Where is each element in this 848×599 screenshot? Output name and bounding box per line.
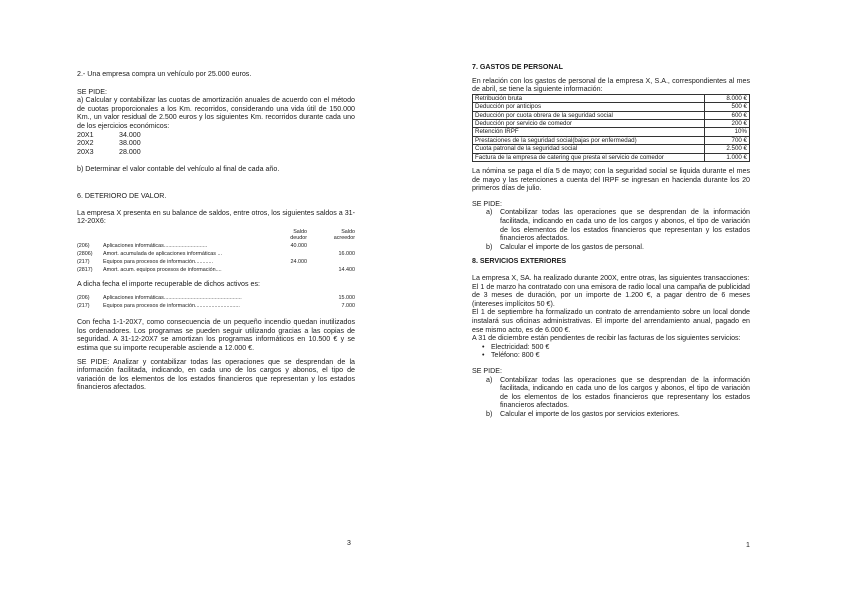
list-item: b) Calcular el importe de los gastos por servicios exteriores. bbox=[486, 409, 680, 418]
list-item: a) Contabilizar todas las operaciones que se desprendan de la información facilitada, indicando en cada uno de los cargos y abonos, el tipo de variación de los elementos de los estados financieros que representan y los estados financieros afectados. bbox=[486, 208, 750, 243]
recoverable-intro: A dicha fecha el importe recuperable de dichos activos es: bbox=[77, 279, 260, 288]
page-number: 3 bbox=[347, 540, 351, 547]
section-8-p3: A 31 de diciembre están pendientes de recibir las facturas de los siguientes servicios: bbox=[472, 334, 741, 343]
km-year-row: 20X2 38.000 bbox=[77, 139, 141, 148]
q2-part-b: b) Determinar el valor contable del vehículo al final de cada año. bbox=[77, 165, 280, 174]
ledger-header: Saldo Saldo deudor acreedor bbox=[290, 228, 355, 242]
section-6-title: 6. DETERIORO DE VALOR. bbox=[77, 191, 167, 200]
table-row: Deducción por anticipos 500 € bbox=[473, 103, 750, 111]
q2-se-pide: SE PIDE: bbox=[77, 87, 107, 96]
bullet-icon: • bbox=[482, 351, 485, 360]
section-6-se-pide: SE PIDE: Analizar y contabilizar todas las operaciones que se desprendan de la información facilitada, indicando, en cada uno de los cargos y abonos, el tipo de variación de los elementos de los estados financieros que representan y los estados financieros afectados. bbox=[77, 357, 355, 392]
bullet-icon: • bbox=[482, 342, 485, 351]
list-item: • Electricidad: 500 € bbox=[482, 342, 550, 351]
section-6-intro: La empresa X presenta en su balance de saldos, entre otros, los siguientes saldos a 31-12-20X6: bbox=[77, 208, 355, 226]
list-item: • Teléfono: 800 € bbox=[482, 351, 540, 360]
payroll-table bbox=[472, 94, 750, 162]
page-number: 1 bbox=[746, 542, 750, 549]
km-year-row: 20X1 34.000 bbox=[77, 130, 141, 139]
balance-ledger: (206) Aplicaciones informáticas............................. 40.000 (2806) Amort. acumulada de aplicaciones informáticas ... 16.000 (217) Equipos para procesos de información............ 24.000 (2817) Amort. acum. equipos procesos de información.... 14.400 bbox=[77, 242, 355, 273]
section-8-se-pide: SE PIDE: bbox=[472, 366, 502, 375]
right-column bbox=[472, 63, 750, 418]
left-column bbox=[77, 70, 355, 392]
recoverable-ledger: (206) Aplicaciones informáticas.................................................... 15.000 (217) Equipos para procesos de información.............................. 7.000 bbox=[77, 295, 355, 310]
q2-part-a: a) Calcular y contabilizar las cuotas de amortización anuales de acuerdo con el método de cuotas proporcionales a los Km. recorridos, considerando una vida útil de 150.000 Km., un valor residual de 2.500 euros y los siguientes Km. recorridos durante cada uno de los ejercicios económicos: bbox=[77, 96, 355, 130]
section-6-body: Con fecha 1-1-20X7, como consecuencia de un pequeño incendio quedan inutilizados los ordenadores. Los programas se pueden seguir utilizando gracias a las copias de seguridad. A 31-12-20X7 se amortizan los programas informáticos en 10.500 € y se estima que su importe recuperable asciende a 12.000 €. bbox=[77, 318, 355, 352]
section-7-se-pide: SE PIDE: bbox=[472, 199, 502, 208]
section-8-intro: La empresa X, SA. ha realizado durante 200X, entre otras, las siguientes transacciones: bbox=[472, 273, 750, 282]
table-row: Retención IRPF 10% bbox=[473, 128, 750, 136]
table-row: Cuota patronal de la seguridad social 2.500 € bbox=[473, 145, 750, 153]
table-row: Deducción por cuota obrera de la seguridad social 600 € bbox=[473, 111, 750, 119]
km-years-list bbox=[77, 131, 355, 157]
table-row: Deducción por servicio de comedor 200 € bbox=[473, 120, 750, 128]
section-7-items bbox=[472, 208, 750, 251]
section-7-title: 7. GASTOS DE PERSONAL bbox=[472, 63, 563, 71]
section-7-intro: En relación con los gastos de personal de la empresa X, S.A., correspondientes al mes de abril, se tiene la siguiente información: bbox=[472, 76, 750, 94]
list-item: b) Calcular el importe de los gastos de personal. bbox=[486, 242, 644, 251]
section-7-body: La nómina se paga el día 5 de mayo; con la seguridad social se liquida durante el mes de mayo y las retenciones a cuenta del IRPF se ingresan en hacienda durante los 20 primeros días de julio. bbox=[472, 167, 750, 193]
table-row: Retribución bruta 8.000 € bbox=[473, 94, 750, 102]
table-row: Prestaciones de la seguridad social(bajas por enfermedad) 700 € bbox=[473, 136, 750, 144]
section-8-title: 8. SERVICIOS EXTERIORES bbox=[472, 257, 567, 266]
q2-title: 2.- Una empresa compra un vehículo por 25.000 euros. bbox=[77, 70, 252, 78]
right-page bbox=[424, 0, 848, 599]
table-row: Factura de la empresa de catering que presta el servicio de comedor 1.000 € bbox=[473, 153, 750, 161]
section-8-p2: El 1 de septiembre ha formalizado un contrato de arrendamiento sobre un local donde instalará sus oficinas administrativas. El importe del arrendamiento anual, pagado en ese mismo acto, es de 6.000 €. bbox=[472, 308, 750, 334]
section-8-p1: El 1 de marzo ha contratado con una emisora de radio local una campaña de publicidad de 3 meses de duración, por un importe de 1.200 €, a pagar dentro de 6 meses (intereses implícitos 50 €). bbox=[472, 282, 750, 308]
km-year-row: 20X3 28.000 bbox=[77, 147, 141, 156]
section-8-items bbox=[472, 376, 750, 419]
list-item: a) Contabilizar todas las operaciones que se desprendan de la información facilitada, indicando en cada uno de los cargos y abonos, el tipo de variación de los elementos de los estados financieros que representany los estados financieros afectados. bbox=[486, 375, 750, 410]
